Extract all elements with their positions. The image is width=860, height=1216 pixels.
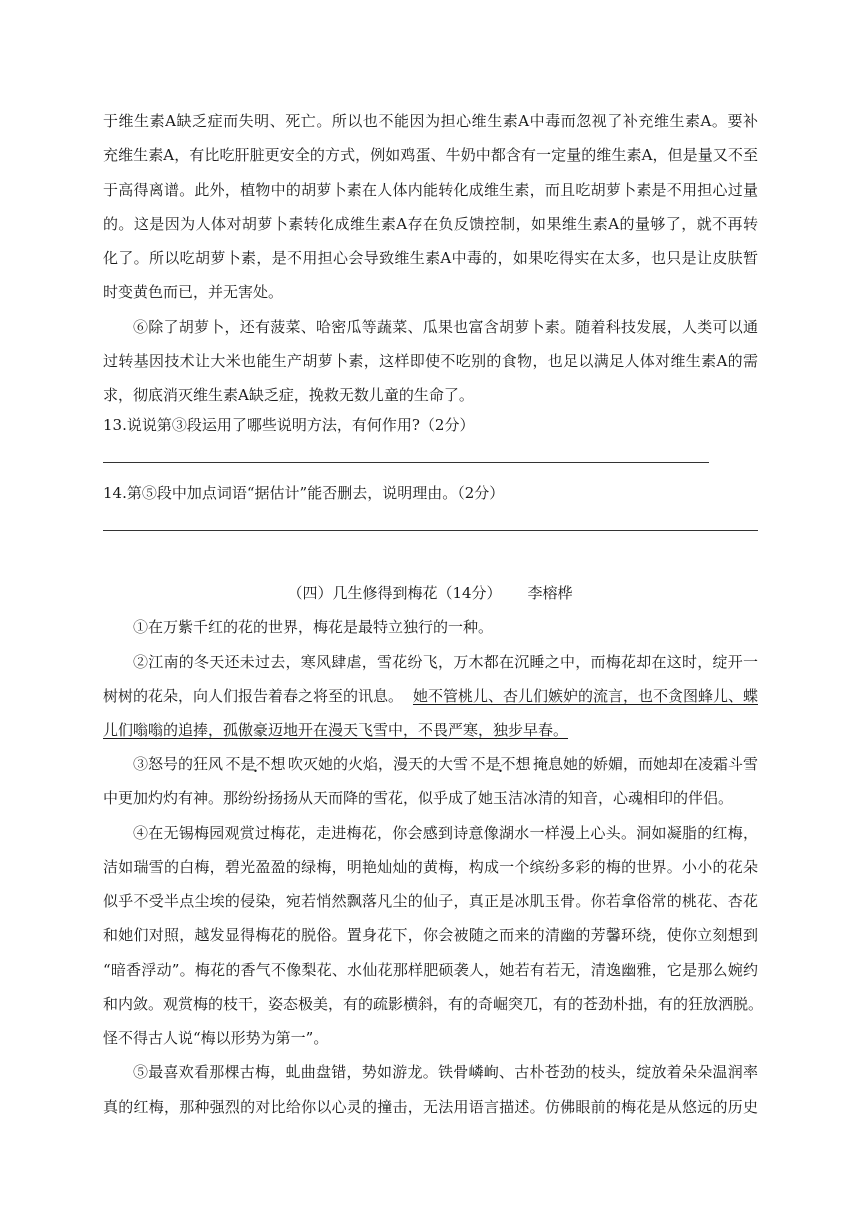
paragraph-4-line: 和内敛。观赏梅的枝干，姿态极美，有的疏影横斜，有的奇崛突兀，有的苍劲朴拙，有的狂放洒脱。: [103, 995, 764, 1013]
title-text: （四）几生修得到梅花（14分）: [287, 584, 502, 602]
plain-text: ③怒号的狂风: [133, 755, 224, 773]
paragraph-4-line: 洁如瑞雪的白梅，碧光盈盈的绿梅，明艳灿灿的黄梅，构成一个缤纷多彩的梅的世界。小小的花朵: [103, 858, 758, 876]
dotted-emphasis: 不是不想 •: [470, 755, 530, 773]
paragraph-2-line: ②江南的冬天还未过去，寒风肆虐，雪花纷飞，万木都在沉睡之中，而梅花却在这时，绽开一: [133, 653, 758, 671]
plain-text: 树树的花朵，向人们报告着春之将至的讯息。: [103, 687, 404, 705]
paragraph-3-line: [133, 755, 758, 773]
dotted-emphasis: 不是不想 •: [225, 755, 285, 773]
author-name: 李榕桦: [527, 584, 573, 602]
paragraph-4-line: ④在无锡梅园观赏过梅花，走进梅花，你会感到诗意像湖水一样漫上心头。洞如凝脂的红梅，: [133, 824, 758, 842]
text-line: 于高得离谱。此外，植物中的胡萝卜素在人体内能转化成维生素，而且吃胡萝卜素是不用担心过量: [103, 181, 758, 199]
paragraph-2-line: [103, 721, 568, 739]
paragraph-6-line: ⑥除了胡萝卜，还有菠菜、哈密瓜等蔬菜、瓜果也富含胡萝卜素。随着科技发展，人类可以通: [133, 318, 758, 336]
paragraph-4-line: 怪不得古人说“梅以形势为第一”。: [103, 1029, 329, 1047]
text-line: 充维生素A，有比吃肝脏更安全的方式，例如鸡蛋、牛奶中都含有一定量的维生素A，但是量又不至: [103, 146, 758, 164]
paragraph-4-line: 似乎不受半点尘埃的侵染，宛若悄然飘落凡尘的仙子，真正是冰肌玉骨。你若拿俗常的桃花、杏花: [103, 892, 758, 910]
paragraph-5-line: 真的红梅，那种强烈的对比给你以心灵的撞击，无法用语言描述。仿佛眼前的梅花是从悠远的历史: [103, 1098, 758, 1116]
underlined-text: 儿们嗡嗡的追捧，孤傲豪迈地开在漫天飞雪中，不畏严寒，独步早春。: [103, 721, 569, 739]
paragraph-6-line: 过转基因技术让大米也能生产胡萝卜素，这样即使不吃别的食物，也足以满足人体对维生素A的需: [103, 352, 758, 370]
paragraph-3-line: 中更加灼灼有神。那纷纷扬扬从天而降的雪花，似乎成了她玉洁冰清的知音，心魂相印的伴侣。: [103, 789, 734, 807]
answer-line-13[interactable]: [103, 462, 709, 463]
paragraph-4-line: 和她们对照，越发显得梅花的脱俗。置身花下，你会被随之而来的清幽的芳馨环绕，使你立刻想到: [103, 926, 758, 944]
underlined-text: 她不管桃儿、杏儿们嫉妒的流言，也不贪图蜂儿、蝶: [412, 687, 758, 705]
question-13: 13.说说第③段运用了哪些说明方法，有何作用?（2分）: [103, 416, 475, 434]
plain-text: 吹灭她的火焰，漫天的大雪: [287, 755, 468, 773]
paragraph-4-line: “暗香浮动”。梅花的香气不像梨花、水仙花那样肥硕袭人，她若有若无，清逸幽雅，它是那么婉约: [103, 961, 758, 979]
answer-line-14[interactable]: [103, 530, 758, 531]
paragraph-2-line: [103, 687, 758, 705]
paragraph-6-line: 求，彻底消灭维生素A缺乏症，挽救无数儿童的生命了。: [103, 386, 474, 404]
paragraph-1: ①在万紫千红的花的世界，梅花是最特立独行的一种。: [133, 618, 494, 636]
question-14: 14.第⑤段中加点词语“据估计”能否删去，说明理由。（2分）: [103, 484, 505, 502]
section-title: [0, 584, 860, 602]
plain-text: 掩息她的娇媚，而她却在凌霜斗雪: [532, 755, 758, 773]
text-line: 于维生素A缺乏症而失明、死亡。所以也不能因为担心维生素A中毒而忽视了补充维生素A。要补: [103, 112, 758, 130]
text-line: 的。这是因为人体对胡萝卜素转化成维生素A存在负反馈控制，如果维生素A的量够了，就不再转: [103, 215, 758, 233]
text-line: 时变黄色而已，并无害处。: [103, 283, 284, 301]
paragraph-5-line: ⑤最喜欢看那棵古梅，虬曲盘错，势如游龙。铁骨嶙峋、古朴苍劲的枝头，绽放着朵朵温润率: [133, 1063, 758, 1081]
text-line: 化了。所以吃胡萝卜素，是不用担心会导致维生素A中毒的，如果吃得实在太多，也只是让皮肤暂: [103, 249, 758, 267]
